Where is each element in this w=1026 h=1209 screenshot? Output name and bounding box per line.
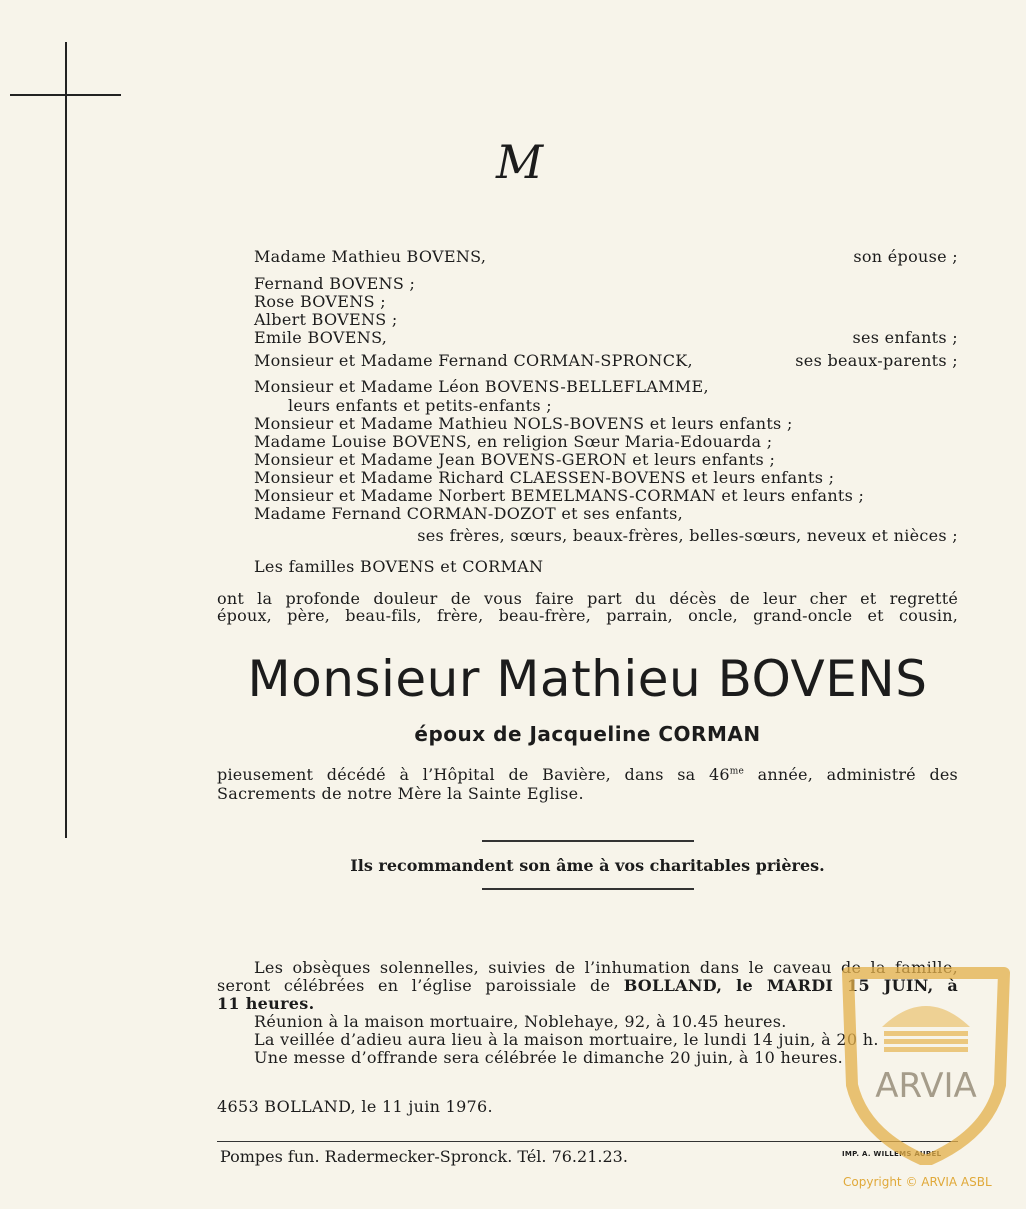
family-line: Madame Louise BOVENS, en religion Sœur Maria-Edouarda ; xyxy=(254,432,773,451)
funeral-line-1: Les obsèques solennelles, suivies de l’inhumation dans le caveau de la famille, xyxy=(254,958,958,977)
funeral-home: Pompes fun. Radermecker-Spronck. Tél. 76.21.23. xyxy=(220,1147,628,1166)
divider-bottom xyxy=(482,888,694,890)
printer-imprint: IMP. A. WILLEMS AUBEL xyxy=(842,1150,942,1158)
family-line: Emile BOVENS, ses enfants ; xyxy=(254,328,958,347)
family-line: Monsieur et Madame Richard CLAESSEN-BOVENS et leurs enfants ; xyxy=(254,468,835,487)
death-line-1: pieusement décédé à l’Hôpital de Bavière, dans sa $46^{me}$ année, administré des xyxy=(217,765,958,784)
family-line: Rose BOVENS ; xyxy=(254,292,386,311)
funeral-line-2: seront célébrées en l’église paroissiale de BOLLAND, le MARDI 15 JUIN, à xyxy=(217,976,959,995)
family-line: Monsieur et Madame Léon BOVENS-BELLEFLAMME, xyxy=(254,377,709,396)
family-line: Fernand BOVENS ; xyxy=(254,274,416,293)
announcement-line-2: époux, père, beau-fils, frère, beau-frère, parrain, oncle, grand-oncle et cousin, xyxy=(217,606,958,625)
families-line: Les familles BOVENS et CORMAN xyxy=(254,557,544,576)
arvia-watermark-icon xyxy=(838,965,1014,1165)
family-line: leurs enfants et petits-enfants ; xyxy=(288,396,552,415)
family-line: Monsieur et Madame Mathieu NOLS-BOVENS et leurs enfants ; xyxy=(254,414,793,433)
family-line: Albert BOVENS ; xyxy=(254,310,398,329)
reunion-line: Réunion à la maison mortuaire, Noblehaye, 92, à 10.45 heures. xyxy=(254,1012,787,1031)
family-line: Monsieur et Madame Fernand CORMAN-SPRONCK, ses beaux-parents ; xyxy=(254,351,958,370)
copyright: Copyright © ARVIA ASBL xyxy=(843,1175,992,1189)
death-line-2: Sacrements de notre Mère la Sainte Eglise. xyxy=(217,784,584,803)
veillee-line: La veillée d’adieu aura lieu à la maison mortuaire, le lundi 14 juin, à 20 h. xyxy=(254,1030,879,1049)
announcement-line-1: ont la profonde douleur de vous faire part du décès de leur cher et regretté xyxy=(217,589,958,608)
prayer-line: Ils recommandent son âme à vos charitables prières. xyxy=(350,856,825,875)
deceased-name: Monsieur Mathieu BOVENS xyxy=(247,650,928,708)
divider-top xyxy=(482,840,694,842)
family-line: Madame Mathieu BOVENS, son épouse ; xyxy=(254,247,958,266)
cross-vertical xyxy=(65,42,67,838)
watermark-text: ARVIA xyxy=(875,1066,977,1106)
cross-horizontal xyxy=(10,94,121,96)
spouse-line: époux de Jacqueline CORMAN xyxy=(414,722,761,746)
place-date: 4653 BOLLAND, le 11 juin 1976. xyxy=(217,1097,493,1116)
initial-letter: M xyxy=(496,135,544,189)
family-line: Monsieur et Madame Norbert BEMELMANS-CORMAN et leurs enfants ; xyxy=(254,486,865,505)
family-line: Madame Fernand CORMAN-DOZOT et ses enfants, xyxy=(254,504,684,523)
family-line: Monsieur et Madame Jean BOVENS-GERON et leurs enfants ; xyxy=(254,450,776,469)
funeral-line-3: 11 heures. xyxy=(217,994,315,1013)
messe-line: Une messe d’offrande sera célébrée le dimanche 20 juin, à 10 heures. xyxy=(254,1048,844,1067)
